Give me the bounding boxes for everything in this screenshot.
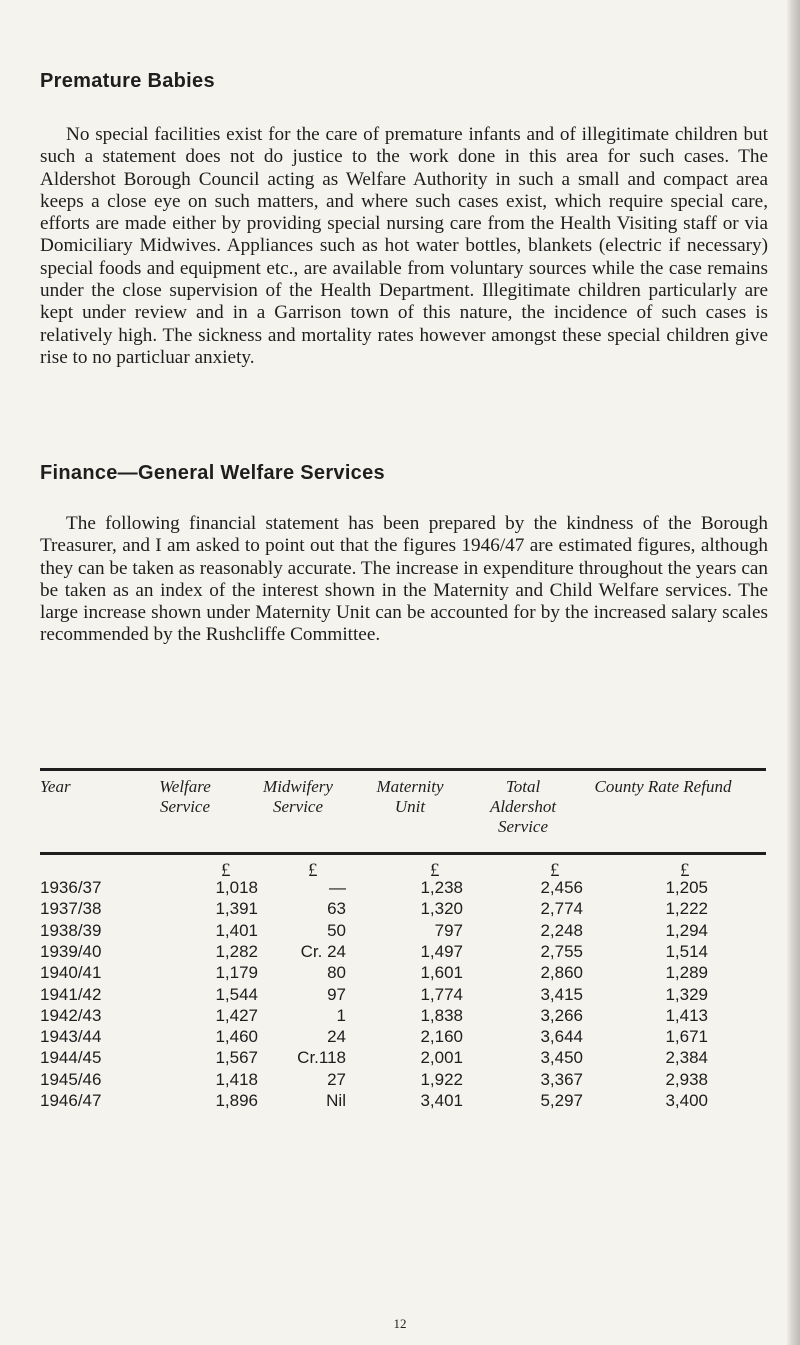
page-number: 12 xyxy=(393,1316,407,1331)
cell-year: 1940/41 xyxy=(40,963,102,983)
cell-county: 1,205 xyxy=(665,878,708,897)
header-maternity-unit: Maternity Unit xyxy=(376,777,444,816)
cell-midwifery: 24 xyxy=(327,1027,346,1047)
cell-county: 3,400 xyxy=(665,1091,708,1110)
cell-welfare: 1,544 xyxy=(215,984,258,1004)
cell-maternity: 1,838 xyxy=(420,1005,463,1025)
cell-county: 1,222 xyxy=(665,899,708,919)
cell-county: 1,514 xyxy=(665,941,708,961)
cell-year: 1941/42 xyxy=(40,984,102,1004)
cell-total: 2,248 xyxy=(540,920,583,940)
cell-total: 3,415 xyxy=(540,984,583,1004)
cell-county: 1,294 xyxy=(665,920,708,940)
cell-year: 1945/46 xyxy=(40,1069,102,1089)
cell-year: 1938/39 xyxy=(40,920,102,940)
cell-welfare: 1,179 xyxy=(215,963,258,983)
currency-total: £ xyxy=(550,860,560,881)
cell-maternity: 797 xyxy=(434,920,463,940)
cell-total: 2,774 xyxy=(540,899,583,919)
paragraph-premature-babies: No special facilities exist for the care of premature infants and of illegitimate children but such a statement does not do justice to the work done in this area for such cases. The Aldershot Borough Council acting as Welfare Authority in such a small and compact area keeps a close eye on such matters, and where such cases exist, which require special care, efforts are made either by providing special nursing care from the Health Visiting staff or via Domiciliary Midwives. Appliances such as hot water bottles, blankets (electric if necessary) special foods and equipment etc., are available from voluntary sources while the case remains under the close supervision of the Health Department. Illegitimate children particularly are kept under review and in a Garrison town of this nature, the incidence of such cases is relatively high. The sickness and mortality rates however amongst these special children give rise to no particluar anxiety. xyxy=(40,124,768,368)
cell-midwifery: 1 xyxy=(336,1005,346,1025)
cell-maternity: 3,401 xyxy=(420,1091,463,1110)
cell-total: 3,367 xyxy=(540,1069,583,1089)
cell-welfare: 1,460 xyxy=(215,1027,258,1047)
cell-year: 1944/45 xyxy=(40,1048,102,1068)
cell-welfare: 1,391 xyxy=(215,899,258,919)
cell-midwifery: 27 xyxy=(327,1069,346,1089)
cell-year: 1937/38 xyxy=(40,899,102,919)
cell-welfare: 1,567 xyxy=(215,1048,258,1068)
header-year: Year xyxy=(40,777,71,796)
cell-welfare: 1,427 xyxy=(215,1005,258,1025)
cell-midwifery: Cr.118 xyxy=(297,1048,346,1068)
cell-maternity: 1,774 xyxy=(420,984,463,1004)
cell-county: 1,413 xyxy=(665,1005,708,1025)
header-welfare-service: Welfare Service xyxy=(159,777,211,816)
header-county-rate-refund: County Rate Refund xyxy=(594,777,732,796)
header-total-aldershot-service: Total Aldershot Service xyxy=(489,777,557,836)
cell-county: 1,289 xyxy=(665,963,708,983)
heading-premature-babies: Premature Babies xyxy=(40,70,215,92)
cell-midwifery: 97 xyxy=(327,984,346,1004)
cell-midwifery: Cr. 24 xyxy=(300,941,346,961)
cell-welfare: 1,896 xyxy=(215,1091,258,1110)
cell-county: 1,671 xyxy=(665,1027,708,1047)
cell-total: 5,297 xyxy=(540,1091,583,1110)
table-header-rule xyxy=(40,852,766,855)
cell-total: 3,450 xyxy=(540,1048,583,1068)
cell-welfare: 1,401 xyxy=(215,920,258,940)
cell-maternity: 1,922 xyxy=(420,1069,463,1089)
cell-welfare: 1,282 xyxy=(215,941,258,961)
cell-total: 2,755 xyxy=(540,941,583,961)
cell-year: 1939/40 xyxy=(40,941,102,961)
header-midwifery-service: Midwifery Service xyxy=(263,777,333,816)
paragraph-finance: The following financial statement has been prepared by the kindness of the Borough Treasurer, and I am asked to point out that the figures 1946/47 are estimated figures, although they can be taken as reasonably accurate. The increase in expenditure throughout the years can be taken as an index of the interest shown in the Maternity and Child Welfare services. The large increase shown under Maternity Unit can be accounted for by the increased salary scales recommended by the Rushcliffe Committee. xyxy=(40,513,768,646)
cell-county: 2,938 xyxy=(665,1069,708,1089)
cell-maternity: 1,601 xyxy=(420,963,463,983)
cell-maternity: 1,497 xyxy=(420,941,463,961)
cell-year: 1943/44 xyxy=(40,1027,102,1047)
cell-midwifery: Nil xyxy=(326,1091,346,1110)
cell-midwifery: — xyxy=(329,878,346,897)
cell-maternity: 2,160 xyxy=(420,1027,463,1047)
currency-maternity: £ xyxy=(430,860,440,881)
table-top-rule xyxy=(40,768,766,771)
cell-total: 2,860 xyxy=(540,963,583,983)
currency-county: £ xyxy=(680,860,690,881)
cell-county: 1,329 xyxy=(665,984,708,1004)
cell-maternity: 1,320 xyxy=(420,899,463,919)
cell-maternity: 1,238 xyxy=(420,878,463,897)
cell-county: 2,384 xyxy=(665,1048,708,1068)
cell-midwifery: 50 xyxy=(327,920,346,940)
cell-year: 1946/47 xyxy=(40,1091,102,1110)
page-edge-shadow xyxy=(786,0,800,1345)
cell-year: 1942/43 xyxy=(40,1005,102,1025)
cell-year: 1936/37 xyxy=(40,878,102,897)
cell-total: 3,266 xyxy=(540,1005,583,1025)
cell-welfare: 1,418 xyxy=(215,1069,258,1089)
cell-midwifery: 80 xyxy=(327,963,346,983)
cell-maternity: 2,001 xyxy=(420,1048,463,1068)
currency-midwifery: £ xyxy=(308,860,318,881)
currency-welfare: £ xyxy=(221,860,231,881)
heading-finance: Finance—General Welfare Services xyxy=(40,462,385,484)
cell-midwifery: 63 xyxy=(327,899,346,919)
cell-total: 3,644 xyxy=(540,1027,583,1047)
cell-welfare: 1,018 xyxy=(215,878,258,897)
cell-total: 2,456 xyxy=(540,878,583,897)
